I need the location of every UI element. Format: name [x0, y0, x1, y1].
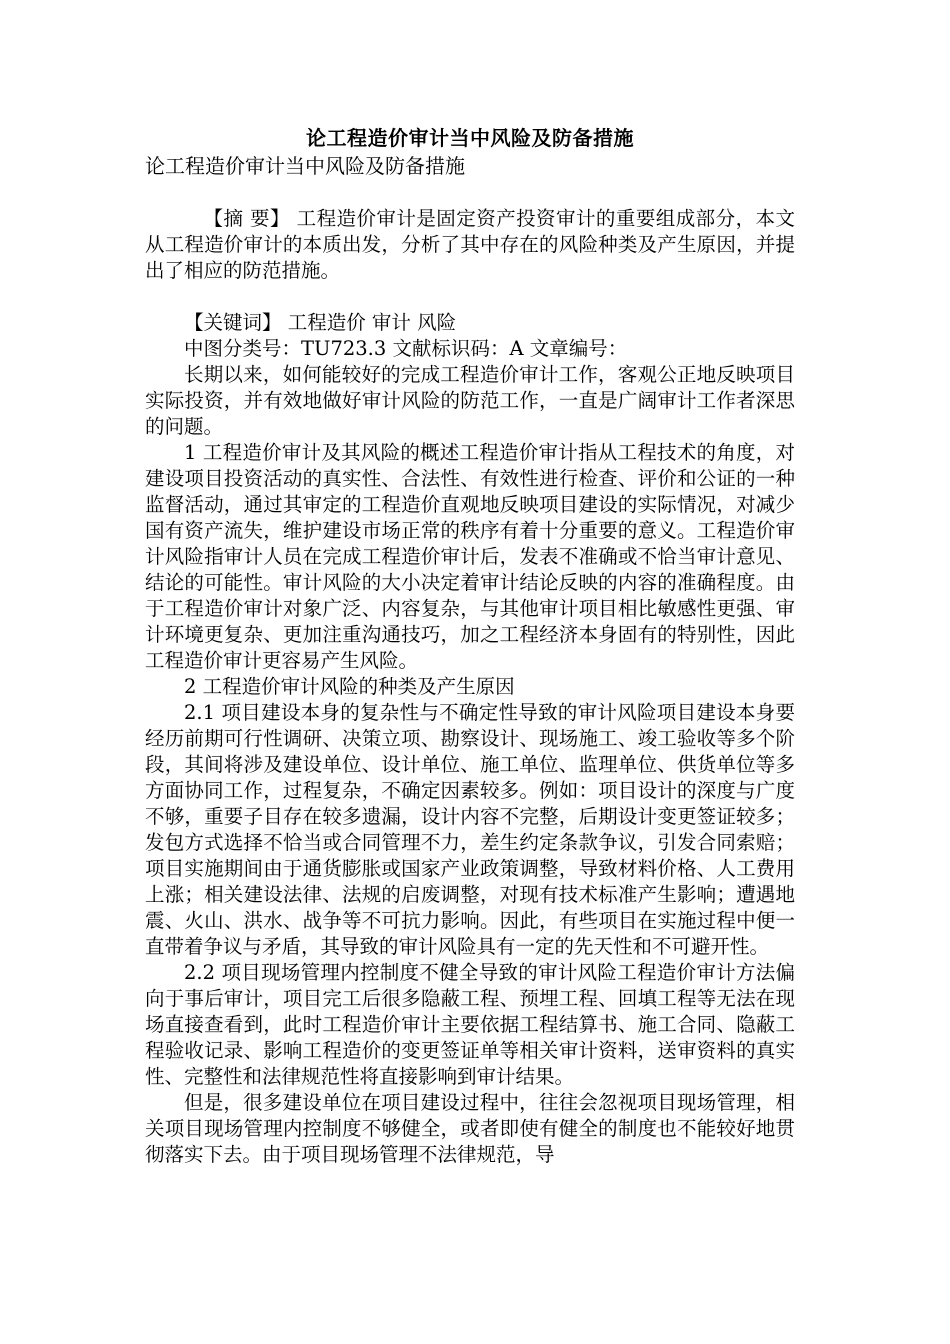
section-1-paragraph: 1 工程造价审计及其风险的概述工程造价审计指从工程技术的角度，对建设项目投资活动的真实性、合法性、有效性进行检查、评价和公证的一种监督活动，通过其审定的工程造价直观地反映项目建设的实际情况，对减少国有资产流失，维护建设市场正常的秩序有着十分重要的意义。工程造价审计风险指审计人员在完成工程造价审计后，发表不准确或不恰当审计意见、结论的可能性。审计风险的大小决定着审计结论反映的内容的准确程度。由于工程造价审计对象广泛、内容复杂，与其他审计项目相比敏感性更强、审计环境更复杂、更加注重沟通技巧，加之工程经济本身固有的特别性，因此工程造价审计更容易产生风险。: [145, 441, 795, 672]
abstract-paragraph: [145, 206, 795, 284]
section-2-1-paragraph: 2.1 项目建设本身的复杂性与不确定性导致的审计风险项目建设本身要经历前期可行性调研、决策立项、勘察设计、现场施工、竣工验收等多个阶段，其间将涉及建设单位、设计单位、施工单位、监理单位、供货单位等多方面协同工作，过程复杂，不确定因素较多。例如：项目设计的深度与广度不够，重要子目存在较多遗漏，设计内容不完整，后期设计变更签证较多；发包方式选择不恰当或合同管理不力，差生约定条款争议，引发合同索赔；项目实施期间由于通货膨胀或国家产业政策调整，导致材料价格、人工费用上涨；相关建设法律、法规的启废调整，对现有技术标准产生影响；遭遇地震、火山、洪水、战争等不可抗力影响。因此，有些项目在实施过程中便一直带着争议与矛盾，其导致的审计风险具有一定的先天性和不可避开性。: [145, 701, 795, 958]
keywords-text: 工程造价 审计 风险: [281, 311, 457, 334]
document-page: [145, 124, 795, 1168]
section-2-2-paragraph: 2.2 项目现场管理内控制度不健全导致的审计风险工程造价审计方法偏向于事后审计，项目完工后很多隐蔽工程、预埋工程、回填工程等无法在现场直接查看到，此时工程造价审计主要依据工程结算书、施工合同、隐蔽工程验收记录、影响工程造价的变更签证单等相关审计资料，送审资料的真实性、完整性和法律规范性将直接影响到审计结果。: [145, 961, 795, 1088]
abstract-label: 【摘 要】: [203, 207, 290, 230]
classification-line: 中图分类号：TU723.3 文献标识码：A 文章编号：: [184, 337, 628, 360]
blank-line: [145, 284, 795, 310]
document-title: 论工程造价审计当中风险及防备措施: [306, 126, 634, 150]
body-paragraph: 长期以来，如何能较好的完成工程造价审计工作，客观公正地反映项目实际投资，并有效地做好审计风险的防范工作，一直是广阔审计工作者深思的问题。: [145, 363, 795, 438]
keywords-label: 【关键词】: [184, 311, 282, 334]
blank-line: [145, 180, 795, 206]
section-2-heading: 2 工程造价审计风险的种类及产生原因: [184, 675, 515, 698]
keywords-line: [145, 310, 795, 336]
abstract-text: 工程造价审计是固定资产投资审计的重要组成部分，本文从工程造价审计的本质出发，分析了其中存在的风险种类及产生原因，并提出了相应的防范措施。: [145, 207, 795, 282]
document-subtitle: 论工程造价审计当中风险及防备措施: [145, 154, 465, 178]
body-paragraph: 但是，很多建设单位在项目建设过程中，往往会忽视项目现场管理，相关项目现场管理内控制度不够健全，或者即使有健全的制度也不能较好地贯彻落实下去。由于项目现场管理不法律规范，导: [145, 1091, 795, 1166]
